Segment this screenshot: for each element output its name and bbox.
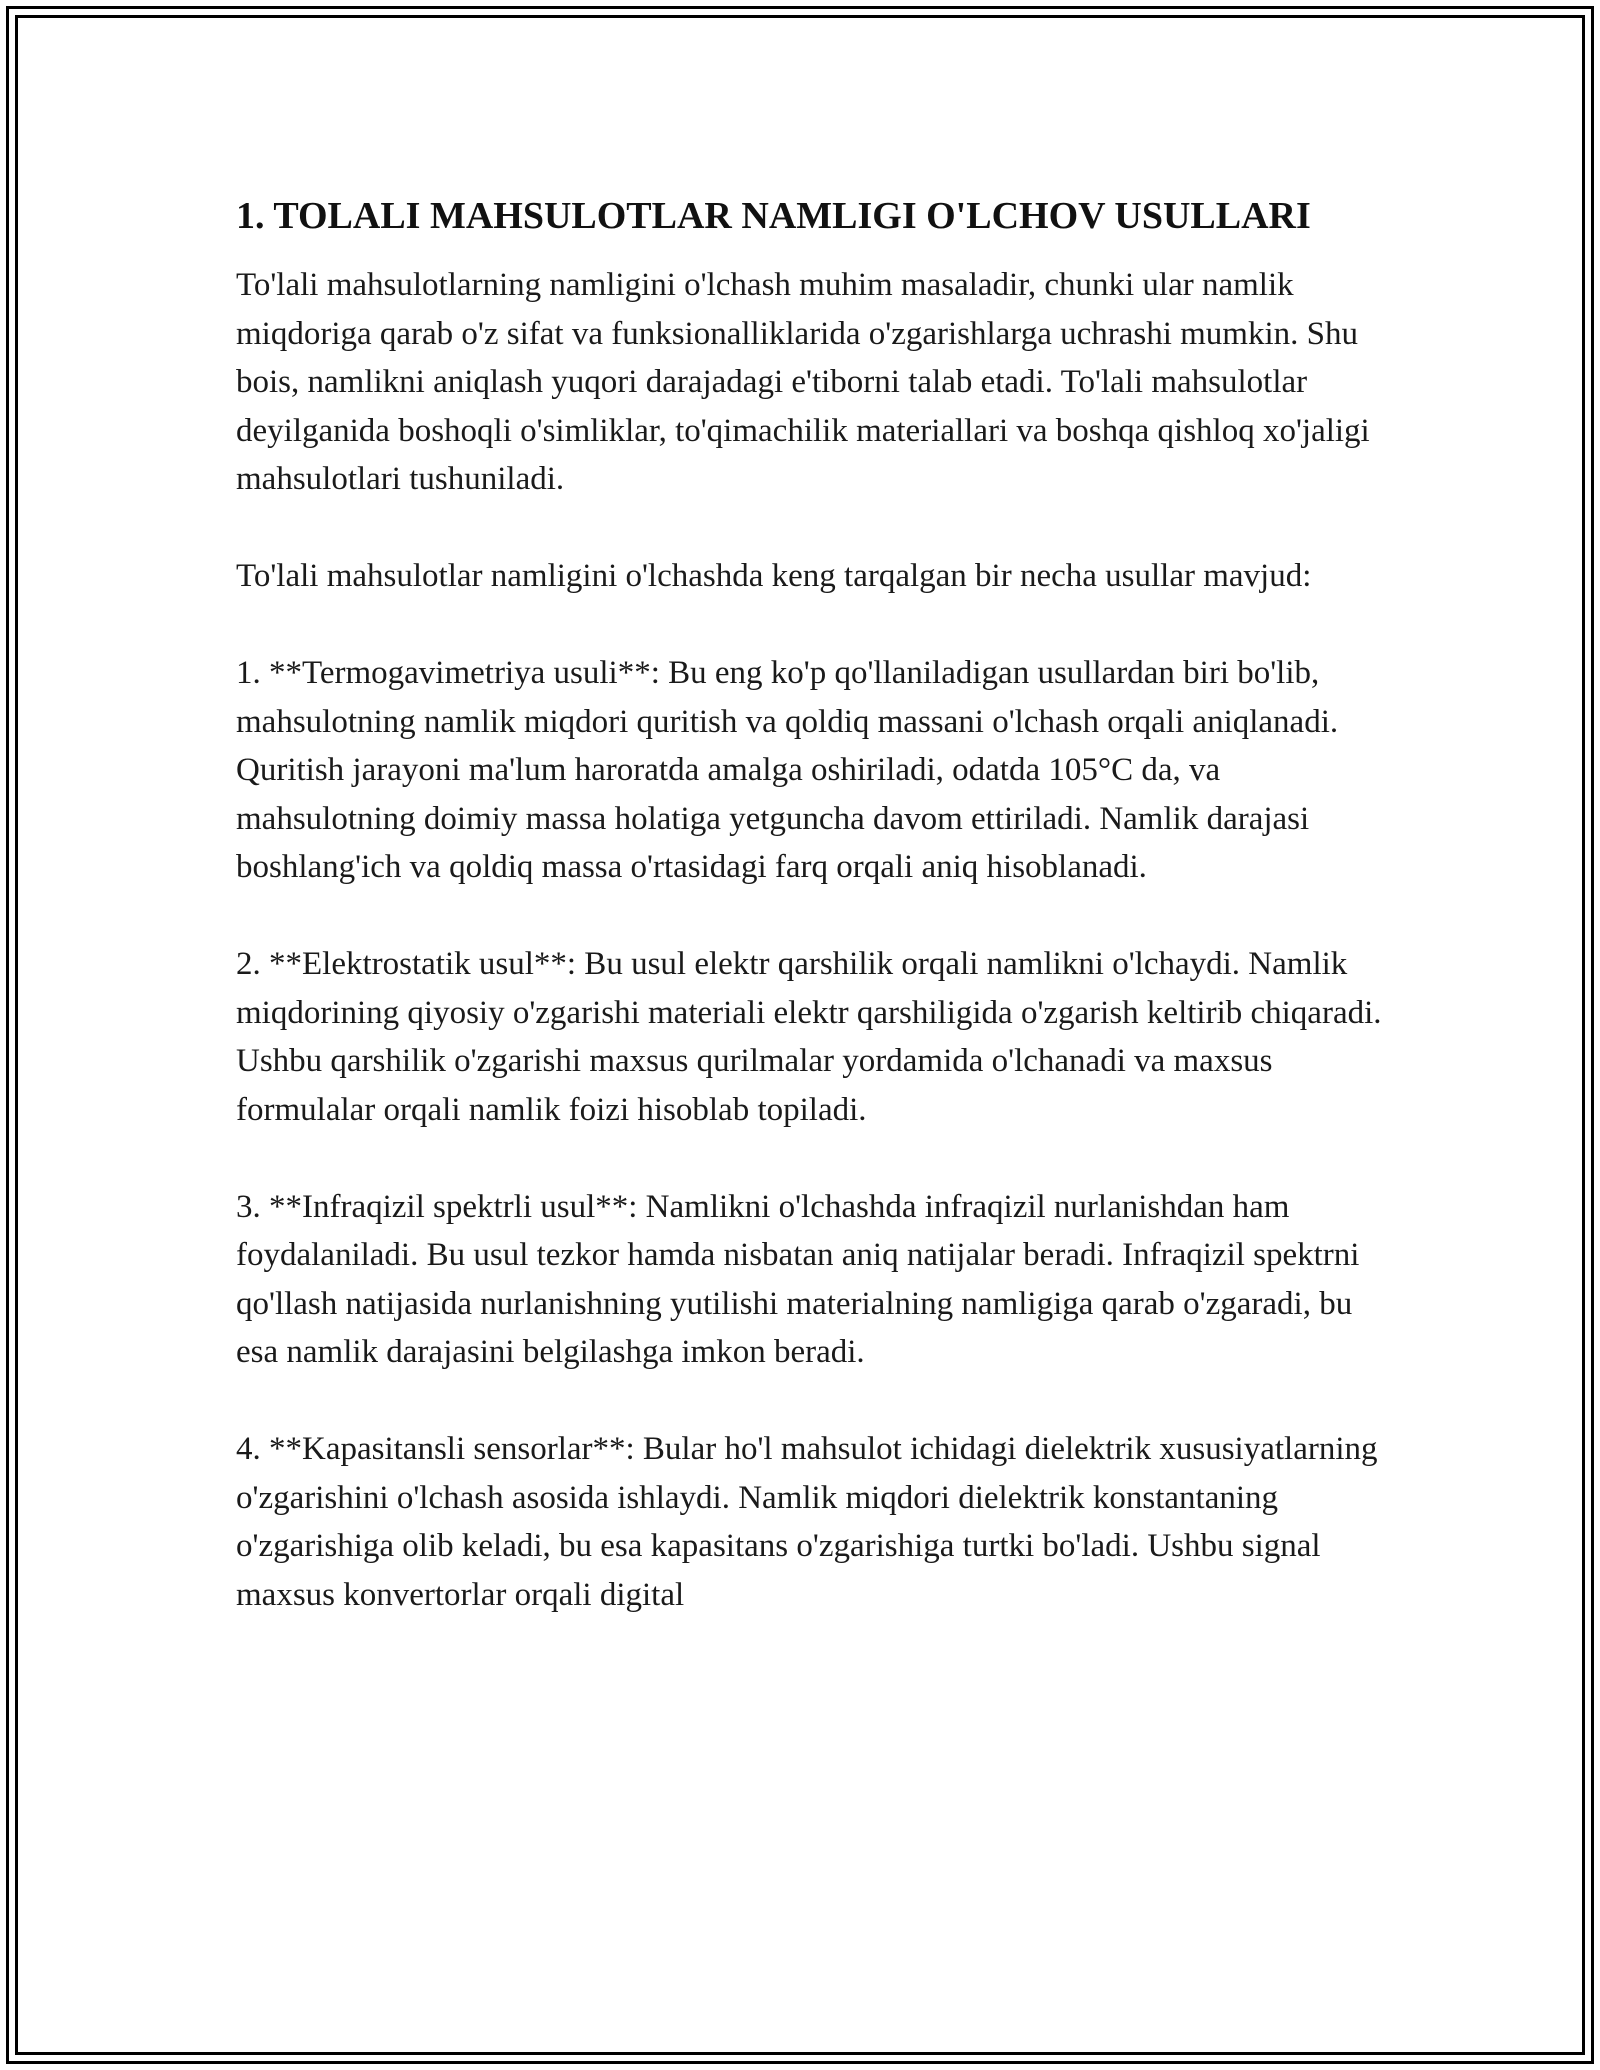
method-1-paragraph: 1. **Termogavimetriya usuli**: Bu eng ko'p qo'llaniladigan usullardan biri bo'lib, mahsulotning namlik miqdori quritish va qoldiq massani o'lchash orqali aniqlanadi. Quritish jarayoni ma'lum haroratda amalga oshiriladi, odatda 105°C da, va mahsulotning doimiy massa holatiga yetguncha davom ettiriladi. Namlik darajasi boshlang'ich va qoldiq massa o'rtasidagi farq orqali aniq hisoblanadi. — [236, 655, 1339, 885]
document-body — [236, 190, 1386, 1619]
methods-intro-paragraph: To'lali mahsulotlar namligini o'lchashda keng tarqalgan bir necha usullar mavjud: — [236, 558, 1312, 594]
method-2-paragraph: 2. **Elektrostatik usul**: Bu usul elektr qarshilik orqali namlikni o'lchaydi. Namlik miqdorining qiyosiy o'zgarishi materiali elektr qarshiligida o'zgarish keltirib chiqaradi. Ushbu qarshilik o'zgarishi maxsus qurilmalar yordamida o'lchanadi va maxsus formulalar orqali namlik foizi hisoblab topiladi. — [236, 946, 1382, 1128]
method-4-paragraph: 4. **Kapasitansli sensorlar**: Bular ho'l mahsulot ichidagi dielektrik xususiyatlarning o'zgarishini o'lchash asosida ishlaydi. Namlik miqdori dielektrik konstantaning o'zgarishiga olib keladi, bu esa kapasitans o'zgarishiga turtki bo'ladi. Ushbu signal maxsus konvertorlar orqali digital — [236, 1431, 1378, 1613]
method-3-paragraph: 3. **Infraqizil spektrli usul**: Namlikni o'lchashda infraqizil nurlanishdan ham foydalaniladi. Bu usul tezkor hamda nisbatan aniq natijalar beradi. Infraqizil spektrni qo'llash natijasida nurlanishning yutilishi materialning namligiga qarab o'zgaradi, bu esa namlik darajasini belgilashga imkon beradi. — [236, 1188, 1360, 1370]
section-title: 1. TOLALI MAHSULOTLAR NAMLIGI O'LCHOV USULLARI — [236, 195, 1311, 237]
intro-paragraph: To'lali mahsulotlarning namligini o'lchash muhim masaladir, chunki ular namlik miqdoriga qarab o'z sifat va funksionalliklarida o'zgarishlarga uchrashi mumkin. Shu bois, namlikni aniqlash yuqori darajadagi e'tiborni talab etadi. To'lali mahsulotlar deyilganida boshoqli o'simliklar, to'qimachilik materiallari va boshqa qishloq xo'jaligi mahsulotlari tushuniladi. — [236, 267, 1370, 497]
